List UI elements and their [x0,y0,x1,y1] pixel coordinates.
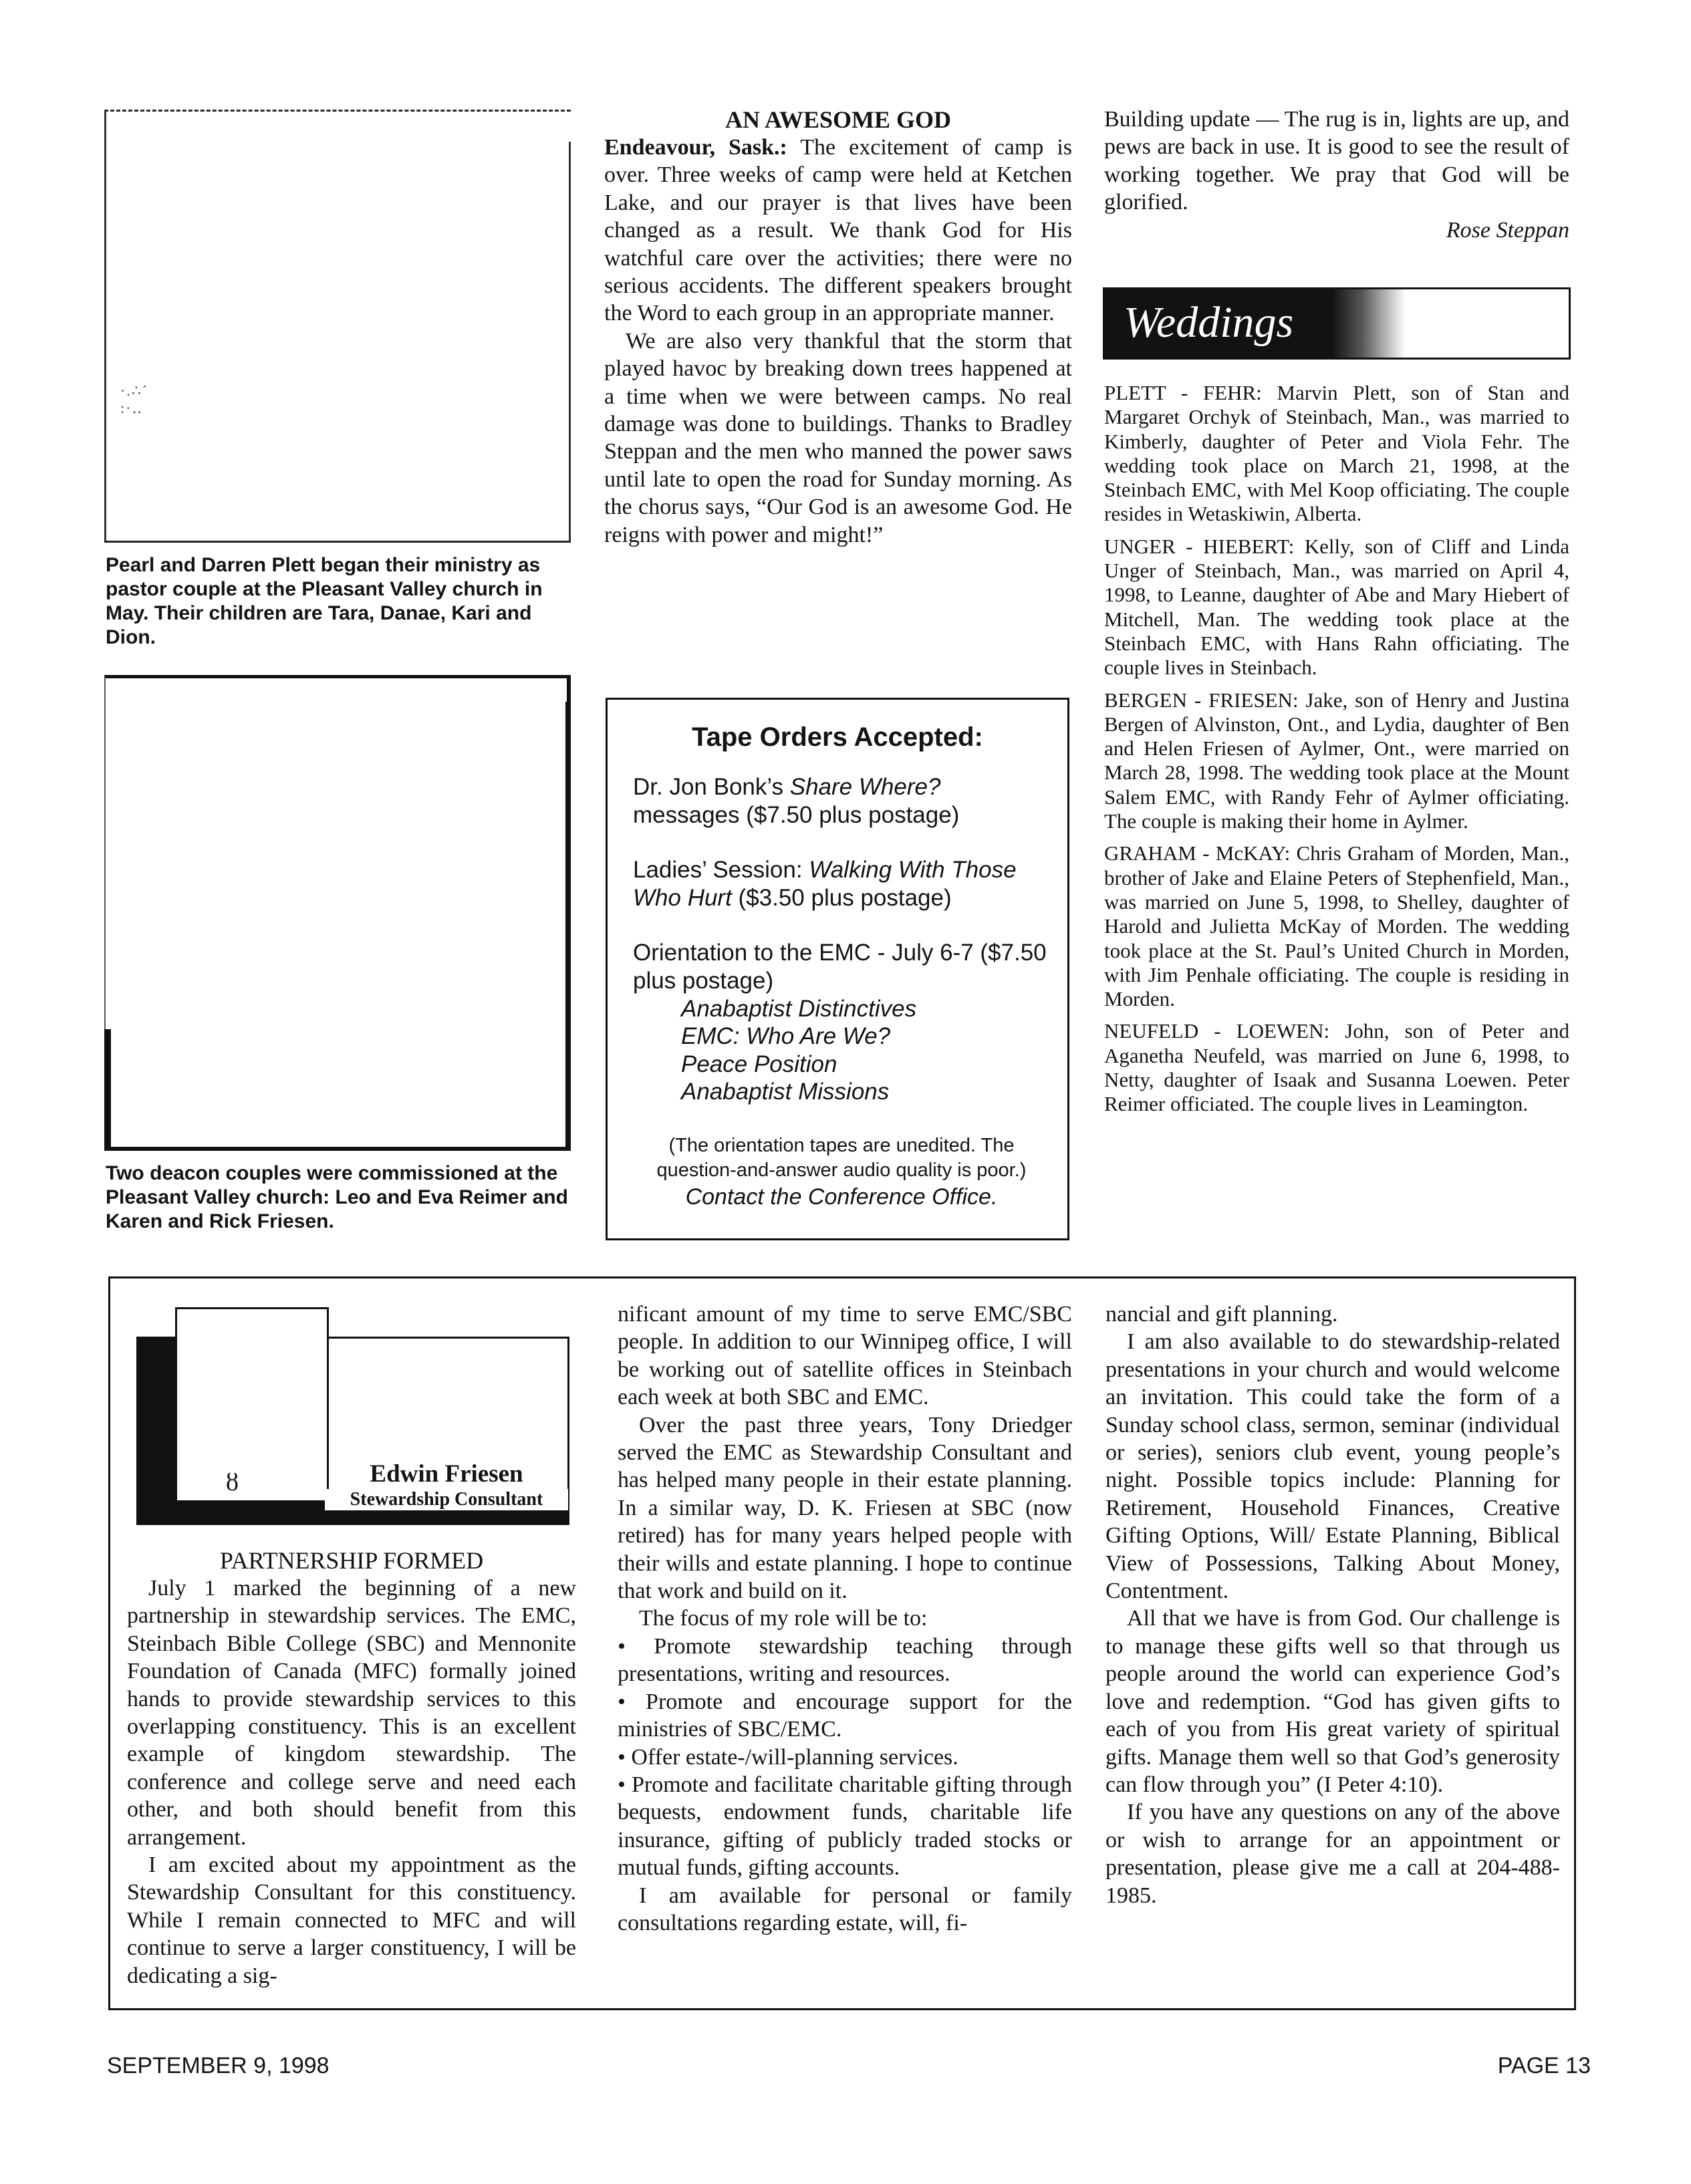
photo-caption-plett: Pearl and Darren Plett began their ministry as pastor couple at the Pleasant Valley church in May. Their children are Tara, Danae, Kari and Dion. [106,554,543,648]
tape-subitem: EMC: Who Are We? [681,1023,891,1050]
bullet-item: • Offer estate-/will-planning services. [618,1744,958,1770]
tape-note: (The orientation tapes are unedited. The question-and-answer audio quality is poor.) [656,1134,1027,1181]
article-paragraph: July 1 marked the beginning of a new partnership in stewardship services. The EMC, Steinbach Bible College (SBC) and Mennonite Foundation of Canada (MFC) formally joined hands to provide stewardship services to this overlapping constituency. This is an excellent example of kingdom stewardship. The conference and college serve and need each other, and both should benefit from this arrangement. [127,1576,576,1850]
partnership-headline: PARTNERSHIP FORMED [219,1547,484,1574]
article-paragraph: The focus of my role will be to: [639,1606,928,1631]
article-paragraph: If you have any questions on any of the above or wish to arrange for an appointment or presentation, please give me a call at 204-488-1985. [1105,1800,1560,1908]
article-paragraph: nancial and gift planning. [1105,1302,1338,1327]
wedding-announcement: UNGER - HIEBERT: Kelly, son of Cliff and Linda Unger of Steinbach, Man., was married on April 4, 1998, to Leanne, daughter of Abe and Mary Hiebert of Mitchell, Man. The wedding took place at the Steinbach EMC, with Hans Rahn officiating. The couple lives in Steinbach. [1104,534,1569,680]
wedding-announcement: PLETT - FEHR: Marvin Plett, son of Stan and Margaret Orchyk of Steinbach, Man., was married to Kimberly, daughter of Peter and Viola Fehr. The wedding took place on March 21, 1998, at the Steinbach EMC, with Mel Koop officiating. The couple resides in Wetaskiwin, Alberta. [1104,381,1569,526]
building-update [1104,106,1569,244]
tape-subitem: Peace Position [681,1051,837,1077]
article-paragraph: Over the past three years, Tony Driedger served the EMC as Stewardship Consultant and has helped many people in their estate planning. In a similar way, D. K. Friesen at SBC (now retired) has for many years helped people with their wills and estate planning. I hope to continue that work and build on it. [618,1412,1072,1604]
photo-speckle: ·.∴ˊ :·‥ [120,382,149,416]
dateline: Endeavour, Sask.: [604,135,787,160]
weddings-list [1104,381,1569,1125]
photo-shadow-bar [136,1337,176,1525]
tape-item-bonk: Dr. Jon Bonk’s Share Where? messages ($7.50 plus postage) [633,774,960,828]
partnership-col1 [127,1546,576,1990]
article-headline: AN AWESOME GOD [725,106,952,133]
bullet-item: • Promote and encourage support for the ministries of SBC/EMC. [618,1689,1072,1742]
bullet-item: • Promote and facilitate charitable gifting through bequests, endowment funds, charitable life insurance, gifting of publicly traded stocks or mutual funds, gifting accounts. [618,1772,1072,1881]
weddings-banner-text: Weddings [1124,298,1294,347]
wedding-announcement: NEUFELD - LOEWEN: John, son of Peter and Aganetha Neufeld, was married on June 6, 1998, to Netty, daughter of Isaak and Susanna Loewen. Peter Reimer officiated. The couple lives in Leamington. [1104,1019,1569,1116]
tape-orders-box [606,698,1069,1240]
tape-item-orientation: Orientation to the EMC - July 6-7 ($7.50 plus postage) Anabaptist Distinctives EMC: Who Are We? Peace Position Anabaptist Missions [633,939,1050,1106]
tape-subitem: Anabaptist Distinctives [681,995,917,1022]
weddings-banner [1103,287,1571,360]
article-paragraph: We are also very thankful that the storm that played havoc by breaking down trees happened at a time when we were between camps. No real damage was done to buildings. Thanks to Bradley Steppan and the men who manned the power saws until late to open the road for Sunday morning. As the chorus says, “Our God is an awesome God. He reigns with power and might!” [604,328,1072,547]
photo-pearl-darren-plett [104,102,571,543]
article-paragraph: I am available for personal or family consultations regarding estate, will, fi- [618,1883,1072,1935]
author-title: Stewardship Consultant [325,1489,568,1510]
article-awesome-god [604,106,1072,549]
tape-contact: Contact the Conference Office. [685,1184,998,1210]
article-paragraph: The excitement of camp is over. Three weeks of camp were held at Ketchen Lake, and our prayer is that lives have been changed as a result. We thank God for His watchful care over the activities; there were no serious accidents. The different speakers brought the Word to each group in an appropriate manner. [604,135,1073,326]
photo-deacon-couples [104,675,571,1151]
article-paragraph: I am excited about my appointment as the Stewardship Consultant for this constituency. While I remain connected to MFC and will continue to serve a larger constituency, I will be dedicating a sig- [127,1853,576,1988]
wedding-announcement: BERGEN - FRIESEN: Jake, son of Henry and Justina Bergen of Alvinston, Ont., and Lydia, daughter of Ben and Helen Friesen of Aylmer, Ont., were married on March 28, 1998. The wedding took place at the Mount Salem EMC, with Randy Fehr of Aylmer officiating. The couple is making their home in Aylmer. [1104,688,1569,833]
footer-page-number: PAGE 13 [1497,2053,1591,2078]
bullet-item: • Promote stewardship teaching through presentations, writing and resources. [618,1633,1072,1687]
partnership-col3 [1105,1301,1560,1909]
article-paragraph: I am also available to do stewardship-related presentations in your church and would welcome an invitation. This could take the form of a Sunday school class, sermon, seminar (individual or series), seniors club event, young people’s night. Possible topics include: Planning for Retirement, Household Finances, Creative Gifting Options, Will/ Estate Planning, Biblical View of Possessions, Talking About Money, Contentment. [1105,1329,1560,1604]
wedding-announcement: GRAHAM - McKAY: Chris Graham of Morden, Man., brother of Jake and Elaine Peters of Stephenfield, Man., was married on June 5, 1998, to Shelley, daughter of Harold and Julietta McKay of Morden. The wedding took place at the St. Paul’s United Church in Morden, with Jim Penhale officiating. The couple is residing in Morden. [1104,841,1569,1011]
photo-caption-deacons: Two deacon couples were commissioned at the Pleasant Valley church: Leo and Eva Reimer and Karen and Rick Friesen. [106,1162,568,1232]
author-name: Edwin Friesen [370,1460,523,1488]
article-paragraph: nificant amount of my time to serve EMC/SBC people. In addition to our Winnipeg office, I will be working out of satellite offices in Steinbach each week at both SBC and EMC. [618,1302,1072,1410]
photo-speckle-icon: ȣ [226,1468,239,1496]
footer-date: SEPTEMBER 9, 1998 [107,2053,330,2078]
partnership-col2 [618,1301,1072,1937]
signature: Rose Steppan [1446,217,1569,243]
tape-subitem: Anabaptist Missions [681,1079,890,1105]
tape-item-ladies: Ladies’ Session: Walking With Those Who Hurt ($3.50 plus postage) [633,857,1017,911]
building-update-text: Building update — The rug is in, lights are up, and pews are back in use. It is good to see the result of working together. We pray that God will be glorified. [1104,107,1569,215]
tape-orders-title: Tape Orders Accepted: [692,722,983,752]
edwin-friesen-photo [175,1307,329,1502]
article-paragraph: All that we have is from God. Our challenge is to manage these gifts well so that through us people around the world can experience God’s love and redemption. “God has given gifts to each of you from His great variety of spiritual gifts. Manage them well so that God’s generosity can flow through you” (I Peter 4:10). [1105,1606,1560,1797]
